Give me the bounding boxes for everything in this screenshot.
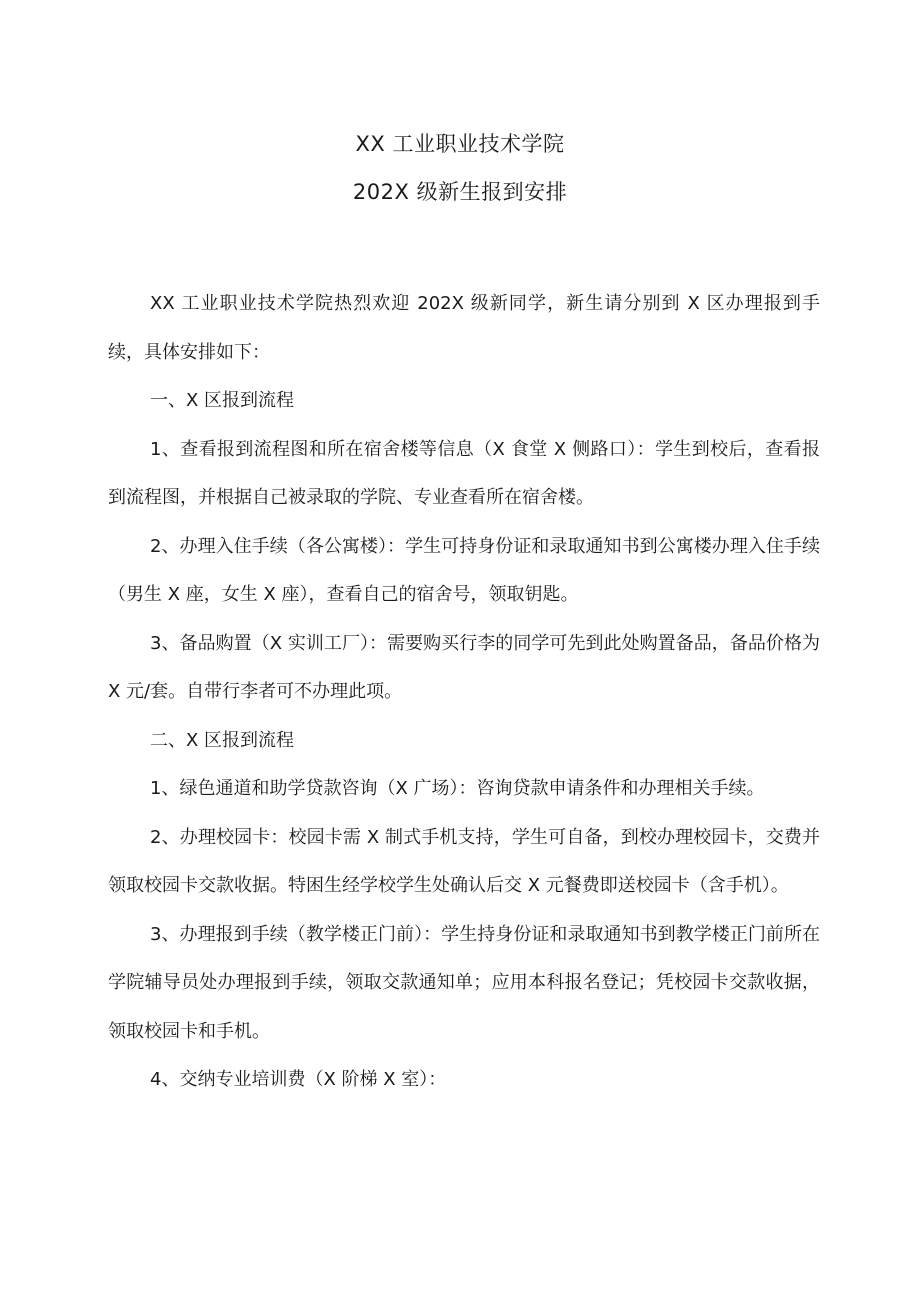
document-body	[108, 280, 820, 1105]
paragraph-2-4: 4、交纳专业培训费（X 阶梯 X 室）：	[150, 1069, 447, 1090]
paragraph-2-2: 2、办理校园卡：校园卡需 X 制式手机支持，学生可自备，到校办理校园卡，交费并领取校园卡交款收据。特困生经学校学生处确认后交 X 元餐费即送校园卡（含手机）。	[108, 826, 820, 896]
section-heading-1: 一、X 区报到流程	[150, 390, 295, 411]
paragraph-1-3: 3、备品购置（X 实训工厂）：需要购买行李的同学可先到此处购置备品，备品价格为 X 元/套。自带行李者可不办理此项。	[108, 632, 820, 702]
paragraph-2-3: 3、办理报到手续（教学楼正门前）：学生持身份证和录取通知书到教学楼正门前所在学院辅导员处办理报到手续，领取交款通知单；应用本科报名登记；凭校园卡交款收据，领取校园卡和手机。	[108, 923, 820, 1042]
paragraph-1-2: 2、办理入住手续（各公寓楼）：学生可持身份证和录取通知书到公寓楼办理入住手续（男生 X 座，女生 X 座），查看自己的宿舍号，领取钥匙。	[108, 535, 820, 605]
title-arrangement: 202X 级新生报到安排	[352, 180, 568, 204]
section-heading-2: 二、X 区报到流程	[150, 729, 295, 751]
document-title	[0, 130, 920, 226]
paragraph-intro: XX 工业职业技术学院热烈欢迎 202X 级新同学，新生请分别到 X 区办理报到手续，具体安排如下：	[108, 293, 820, 363]
paragraph-2-1: 1、绿色通道和助学贷款咨询（X 广场）：咨询贷款申请条件和办理相关手续。	[150, 778, 765, 799]
title-school-name: XX 工业职业技术学院	[355, 132, 565, 156]
paragraph-1-1: 1、查看报到流程图和所在宿舍楼等信息（X 食堂 X 侧路口）：学生到校后，查看报到流程图，并根据自己被录取的学院、专业查看所在宿舍楼。	[108, 438, 820, 508]
